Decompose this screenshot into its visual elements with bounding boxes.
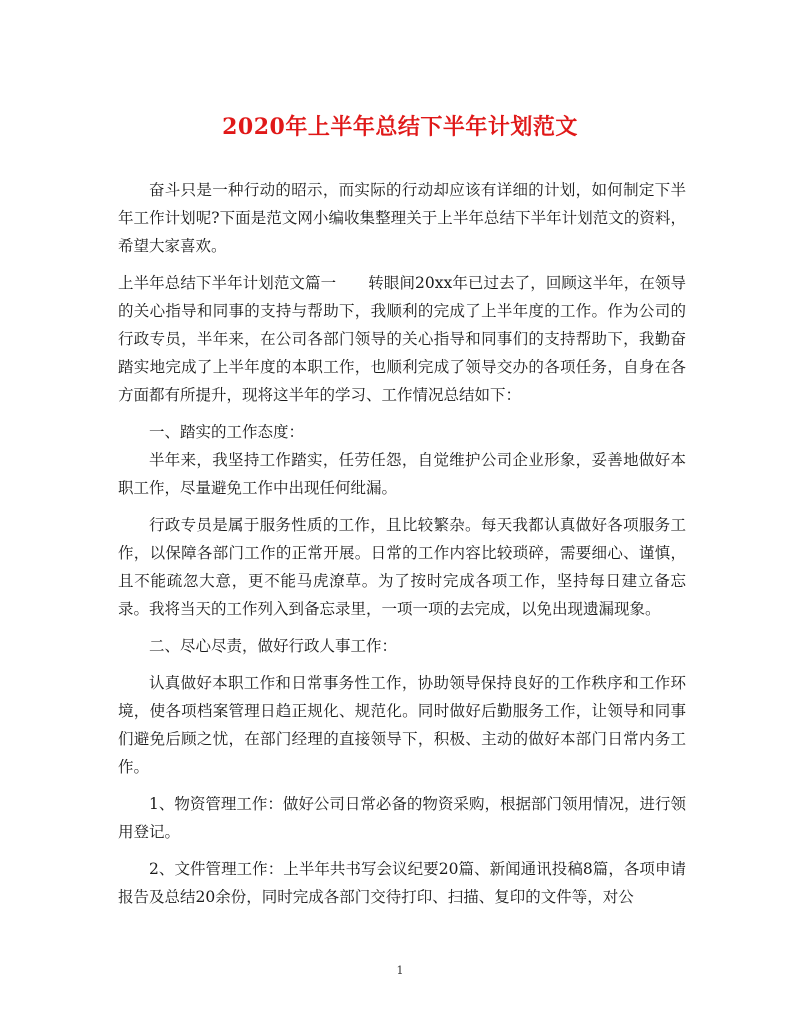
section-two-paragraph-1: 认真做好本职工作和日常事务性工作，协助领导保持良好的工作秩序和工作环境，使各项档案管理日趋正规化、规范化。同时做好后勤服务工作，让领导和同事们避免后顾之忧，在部门经理的直接领导下，积极、主动的做好本部门日常内务工作。	[118, 674, 686, 776]
section-one-paragraph-2: 行政专员是属于服务性质的工作，且比较繁杂。每天我都认真做好各项服务工作，以保障各部门工作的正常开展。日常的工作内容比较琐碎，需要细心、谨慎，且不能疏忽大意，更不能马虎潦草。为了按时完成各项工作，坚持每日建立备忘录。我将当天的工作列入到备忘录里，一项一项的去完成，以免出现遗漏现象。	[118, 516, 686, 618]
section-two-item-2: 2、文件管理工作：上半年共书写会议纪要20篇、新闻通讯投稿8篇，各项申请报告及总结20余份，同时完成各部门交待打印、扫描、复印的文件等，对公	[118, 860, 686, 906]
section-two-item-1: 1、物资管理工作：做好公司日常必备的物资采购，根据部门领用情况，进行领用登记。	[118, 795, 686, 841]
article-one-paragraph	[118, 269, 686, 409]
intro-paragraph: 奋斗只是一种行动的昭示，而实际的行动却应该有详细的计划，如何制定下半年工作计划呢?下面是范文网小编收集整理关于上半年总结下半年计划范文的资料，希望大家喜欢。	[118, 181, 686, 255]
section-one-paragraph-1: 半年来，我坚持工作踏实，任劳任怨，自觉维护公司企业形象，妥善地做好本职工作，尽量避免工作中出现任何纰漏。	[118, 451, 686, 497]
page-number: 1	[396, 964, 404, 977]
document-title: 2020年上半年总结下半年计划范文	[222, 114, 578, 140]
article-one-heading: 上半年总结下半年计划范文篇一	[118, 274, 337, 292]
article-one-text: 转眼间20xx年已过去了，回顾这半年，在领导的关心指导和同事的支持与帮助下，我顺利的完成了上半年度的工作。作为公司的行政专员，半年来，在公司各部门领导的关心指导和同事们的支持帮助下，我勤奋踏实地完成了上半年度的本职工作，也顺利完成了领导交办的各项任务，自身在各方面都有所提升，现将这半年的学习、工作情况总结如下：	[118, 274, 686, 404]
document-body	[118, 176, 686, 920]
section-two-heading: 二、尽心尽责，做好行政人事工作：	[149, 637, 398, 655]
section-one-heading: 一、踏实的工作态度：	[149, 423, 305, 441]
